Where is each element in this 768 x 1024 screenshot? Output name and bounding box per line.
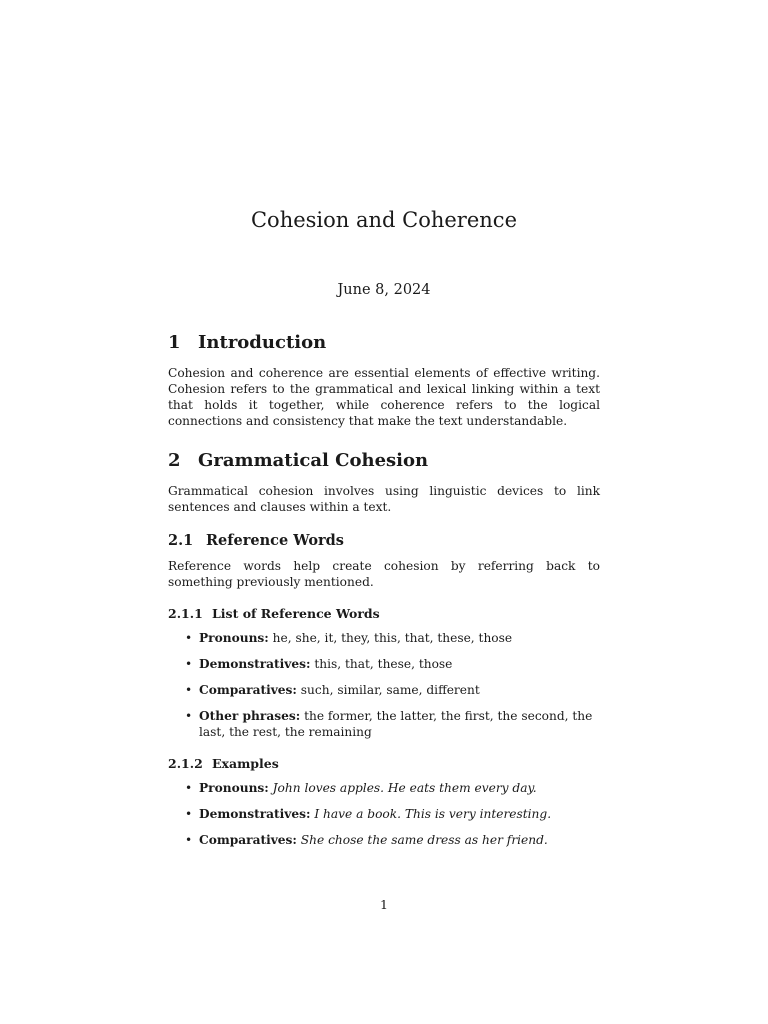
- grammatical-cohesion-paragraph: Grammatical cohesion involves using linguistic devices to link sentences and clauses within a text.: [168, 484, 600, 514]
- page-number: 1: [380, 897, 388, 912]
- subsubsection-number: 2.1.1: [168, 606, 203, 621]
- introduction-paragraph: Cohesion and coherence are essential elements of effective writing. Cohesion refers to the grammatical and lexical linking within a text that holds it together, while coherence refers to the logical connections and consistency that make the text understandable.: [168, 366, 600, 428]
- bullet-icon: •: [185, 833, 193, 847]
- list-item-example: I have a book. This is very interesting.: [314, 807, 552, 821]
- bullet-icon: •: [185, 631, 193, 645]
- subsection-title: Reference Words: [206, 532, 344, 549]
- list-item-term: Pronouns:: [199, 631, 269, 645]
- list-item: [185, 708, 614, 740]
- section-title: Introduction: [198, 332, 327, 353]
- subsection-number: 2.1: [168, 532, 194, 549]
- section-title: Grammatical Cohesion: [198, 450, 429, 471]
- bullet-icon: •: [185, 781, 193, 795]
- list-item-term: Demonstratives:: [199, 807, 311, 821]
- list-item: [185, 780, 614, 796]
- list-item-example: She chose the same dress as her friend.: [300, 833, 548, 847]
- subsubsection-title: Examples: [212, 756, 279, 771]
- list-item-text: this, that, these, those: [314, 657, 453, 671]
- list-item: [185, 630, 614, 646]
- list-item-term: Comparatives:: [199, 833, 297, 847]
- bullet-icon: •: [185, 683, 193, 697]
- list-item-text: such, similar, same, different: [300, 683, 480, 697]
- subsubsection-number: 2.1.2: [168, 756, 203, 771]
- section-heading-grammatical-cohesion: [168, 449, 428, 473]
- document-date: June 8, 2024: [337, 282, 431, 298]
- bullet-icon: •: [185, 807, 193, 821]
- section-heading-introduction: [168, 331, 326, 355]
- list-item: [185, 806, 614, 822]
- bullet-icon: •: [185, 657, 193, 671]
- list-item-term: Comparatives:: [199, 683, 297, 697]
- section-number: 1: [168, 332, 181, 353]
- subsubsection-title: List of Reference Words: [212, 606, 380, 621]
- reference-words-paragraph: Reference words help create cohesion by referring back to something previously mentioned.: [168, 559, 600, 589]
- list-item-text: the former, the latter, the first, the second, the last, the rest, the remaining: [199, 709, 593, 739]
- subsection-heading-reference-words: [168, 531, 344, 551]
- subsubsection-heading-examples: [168, 755, 279, 773]
- subsubsection-heading-list-of-reference-words: [168, 605, 380, 623]
- list-item: [185, 832, 614, 848]
- list-item-term: Demonstratives:: [199, 657, 311, 671]
- document-title: Cohesion and Coherence: [250, 208, 517, 232]
- list-item: [185, 682, 614, 698]
- list-item-text: he, she, it, they, this, that, these, those: [272, 631, 513, 645]
- list-item-term: Pronouns:: [199, 781, 269, 795]
- list-item-example: John loves apples. He eats them every day.: [272, 781, 537, 795]
- section-number: 2: [168, 450, 181, 471]
- list-item-term: Other phrases:: [199, 709, 301, 723]
- list-item: [185, 656, 614, 672]
- bullet-icon: •: [185, 709, 193, 723]
